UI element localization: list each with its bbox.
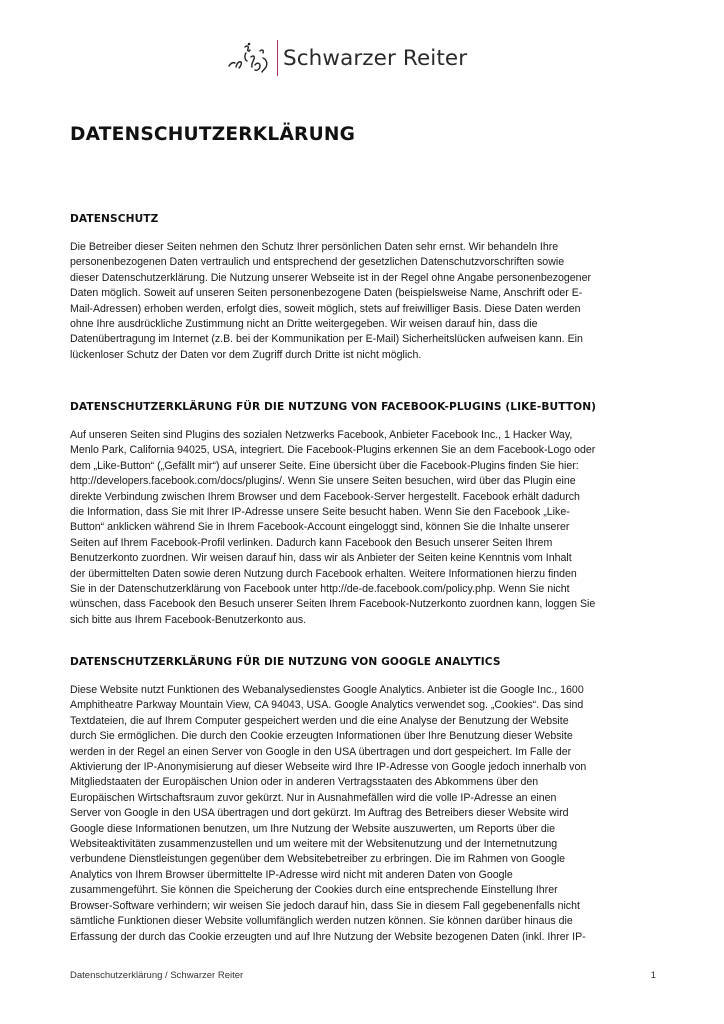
logo-divider	[277, 40, 278, 76]
section-google-analytics	[70, 656, 656, 945]
section-body: Auf unseren Seiten sind Plugins des sozialen Netzwerks Facebook, Anbieter Facebook Inc., 1 Hacker Way, Menlo Park, California 94025, USA, integriert. Die Facebook-Plugins erkennen Sie an dem Facebook-Logo oder dem „Like-Button“ („Gefällt mir“) auf unserer Seite. Eine übersicht über die Facebook-Plugins finden Sie hier: http://developers.facebook.com/docs/plugins/. Wenn Sie unsere Seiten besuchen, wird über das Plugin eine direkte Verbindung zwischen Ihrem Browser und dem Facebook-Server hergestellt. Facebook erhält dadurch die Information, dass Sie mit Ihrer IP-Adresse unsere Seite besucht haben. Wenn Sie den Facebook „Like- Button“ anklicken während Sie in Ihrem Facebook-Account eingeloggt sind, können Sie die Inhalte unserer Seiten auf Ihrem Facebook-Profil verlinken. Dadurch kann Facebook den Besuch unserer Seiten Ihrem Benutzerkonto zuordnen. Wir weisen darauf hin, dass wir als Anbieter der Seiten keine Kenntnis vom Inhalt der übermittelten Daten sowie deren Nutzung durch Facebook erhalten. Weitere Informationen hierzu finden Sie in der Datenschutzerklärung von Facebook unter http://de-de.facebook.com/policy.php. Wenn Sie nicht wünschen, dass Facebook den Besuch unserer Seiten Ihrem Facebook-Nutzerkonto zuordnen kann, loggen Sie sich bitte aus Ihrem Facebook-Benutzerkonto aus.	[70, 429, 596, 626]
section-heading: DATENSCHUTZERKLÄRUNG FÜR DIE NUTZUNG VON FACEBOOK-PLUGINS (LIKE-BUTTON)	[70, 401, 597, 413]
section-body: Diese Website nutzt Funktionen des Webanalysedienstes Google Analytics. Anbieter ist die Google Inc., 1600 Amphitheatre Parkway Mountain View, CA 94043, USA. Google Analytics verwendet sog. „Cookies“. Das sind Textdateien, die auf Ihrem Computer gespeichert werden und die eine Analyse der Benutzung der Website durch Sie ermöglichen. Die durch den Cookie erzeugten Informationen über Ihre Benutzung dieser Website werden in der Regel an einen Server von Google in den USA übertragen und dort gespeichert. Im Falle der Aktivierung der IP-Anonymisierung auf dieser Webseite wird Ihre IP-Adresse von Google jedoch innerhalb von Mitgliedstaaten der Europäischen Union oder in anderen Vertragsstaaten des Abkommens über den Europäischen Wirtschaftsraum zuvor gekürzt. Nur in Ausnahmefällen wird die volle IP-Adresse an einen Server von Google in den USA übertragen und dort gekürzt. Im Auftrag des Betreibers dieser Website wird Google diese Informationen benutzen, um Ihre Nutzung der Website auszuwerten, um Reports über die Websiteaktivitäten zusammenzustellen und um weitere mit der Websitenutzung und der Internetnutzung verbundene Dienstleistungen gegenüber dem Websitebetreiber zu erbringen. Die im Rahmen von Google Analytics von Ihrem Browser übermittelte IP-Adresse wird nicht mit anderen Daten von Google zusammengeführt. Sie können die Speicherung der Cookies durch eine entsprechende Einstellung Ihrer Browser-Software verhindern; wir weisen Sie jedoch darauf hin, dass Sie in diesem Fall gegebenenfalls nicht sämtliche Funktionen dieser Website vollumfänglich werden nutzen können. Sie können darüber hinaus die Erfassung der durch das Cookie erzeugten und auf Ihre Nutzung der Website bezogenen Daten (inkl. Ihrer IP-	[70, 684, 587, 943]
page-header	[227, 38, 467, 78]
section-datenschutz	[70, 213, 656, 363]
footer-document-label: Datenschutzerklärung / Schwarzer Reiter	[70, 970, 244, 981]
horse-rider-silhouette-icon	[227, 41, 271, 75]
document-title: DATENSCHUTZERKLÄRUNG	[70, 124, 356, 145]
brand-name: Schwarzer Reiter	[283, 45, 468, 71]
page-number: 1	[650, 970, 656, 981]
section-heading: DATENSCHUTZ	[70, 213, 159, 225]
section-heading: DATENSCHUTZERKLÄRUNG FÜR DIE NUTZUNG VON GOOGLE ANALYTICS	[70, 656, 501, 668]
section-facebook-plugins	[70, 401, 656, 628]
section-body: Die Betreiber dieser Seiten nehmen den Schutz Ihrer persönlichen Daten sehr ernst. Wir behandeln Ihre personenbezogenen Daten vertraulich und entsprechend der gesetzlichen Datenschutzvorschriften sowie dieser Datenschutzerklärung. Die Nutzung unserer Webseite ist in der Regel ohne Angabe personenbezogener Daten möglich. Soweit auf unseren Seiten personenbezogene Daten (beispielsweise Name, Anschrift oder E- Mail-Adressen) erhoben werden, erfolgt dies, soweit möglich, stets auf freiwilliger Basis. Diese Daten werden ohne Ihre ausdrückliche Zustimmung nicht an Dritte weitergegeben. Wir weisen darauf hin, dass die Datenübertragung im Internet (z.B. bei der Kommunikation per E-Mail) Sicherheitslücken aufweisen kann. Ein lückenloser Schutz der Daten vor dem Zugriff durch Dritte ist nicht möglich.	[70, 241, 591, 361]
